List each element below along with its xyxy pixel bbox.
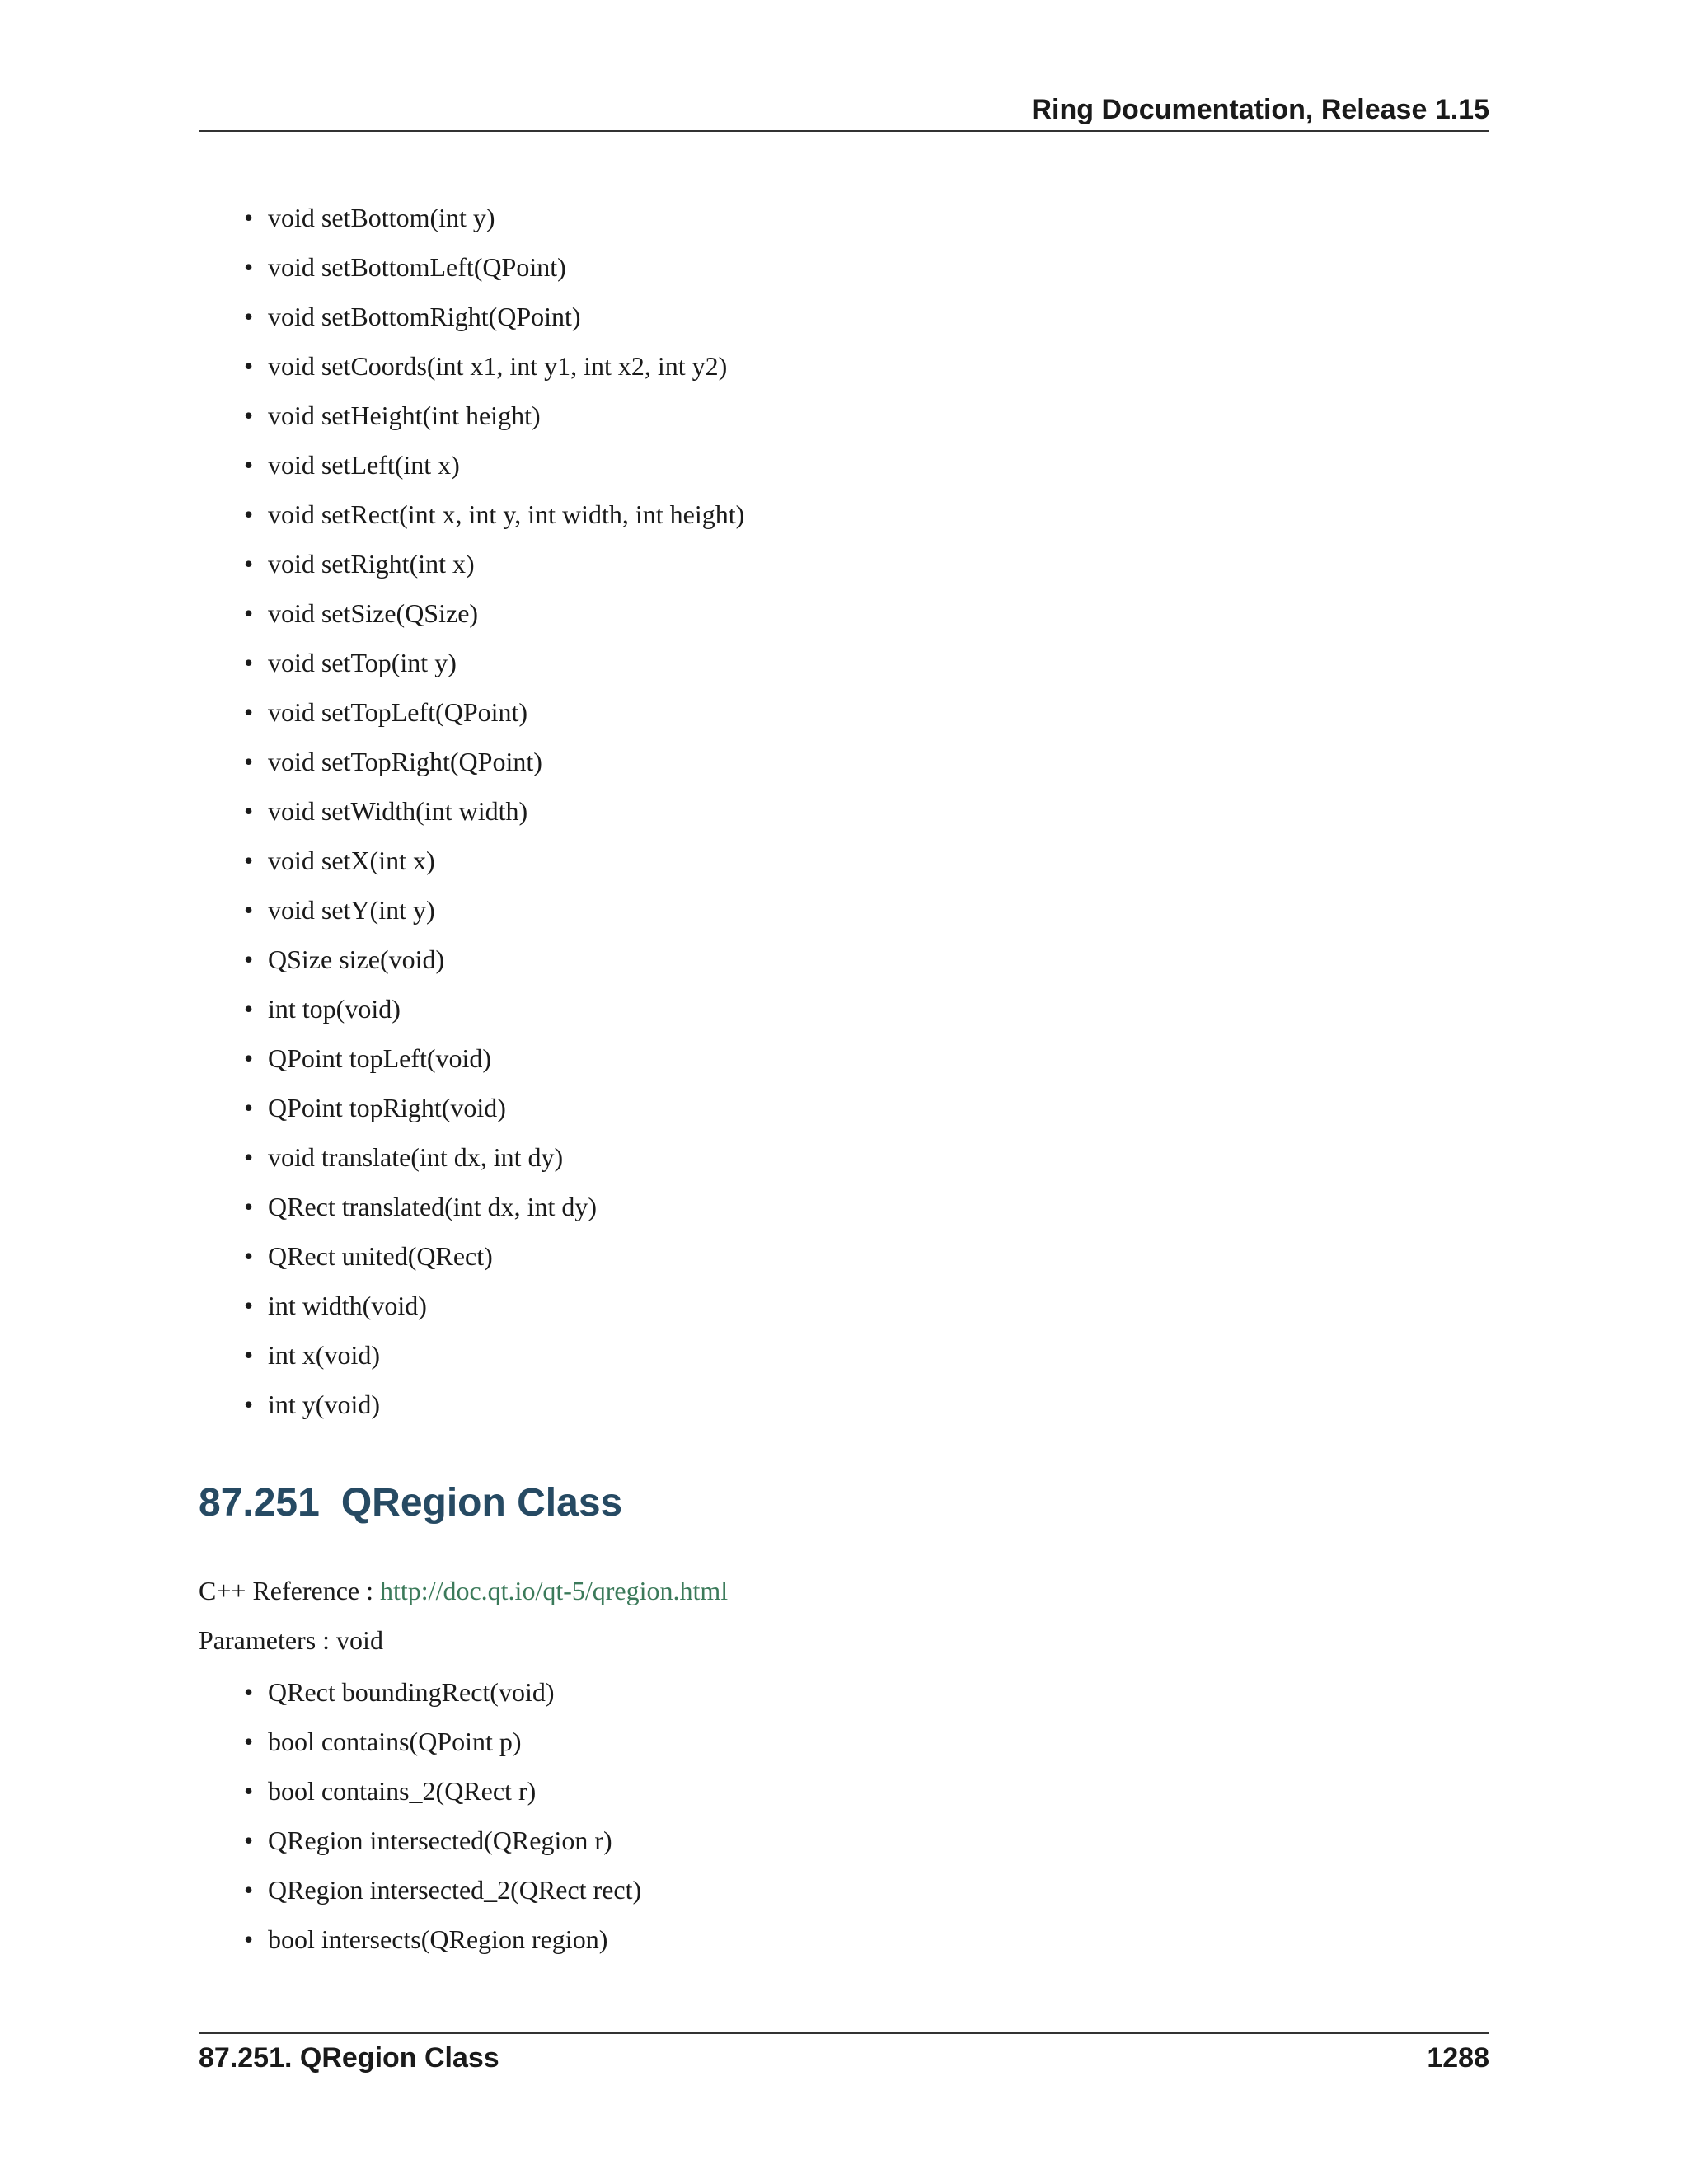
list-item: • int top(void) — [244, 984, 744, 1033]
bullet-icon: • — [244, 1875, 254, 1905]
bullet-icon: • — [244, 499, 254, 529]
bullet-icon: • — [244, 1727, 254, 1756]
bullet-icon: • — [244, 351, 254, 381]
bullet-icon: • — [244, 944, 254, 974]
bullet-icon: • — [244, 203, 254, 232]
bullet-icon: • — [244, 302, 254, 331]
bullet-icon: • — [244, 549, 254, 579]
bullet-icon: • — [244, 1192, 254, 1221]
list-item: • void setSize(QSize) — [244, 588, 744, 638]
bullet-icon: • — [244, 895, 254, 925]
list-item: • void setTop(int y) — [244, 638, 744, 687]
bullet-icon: • — [244, 697, 254, 727]
list-item: • void setCoords(int x1, int y1, int x2, int y2) — [244, 341, 744, 391]
section-number: 87.251 — [199, 1481, 320, 1525]
section-heading — [199, 1480, 622, 1526]
cpp-reference-line — [199, 1576, 728, 1606]
list-item: • QRegion intersected(QRegion r) — [244, 1816, 641, 1865]
list-item: • void setTopRight(QPoint) — [244, 737, 744, 786]
list-item: • void setWidth(int width) — [244, 786, 744, 836]
list-item: • void setBottom(int y) — [244, 193, 744, 242]
bullet-icon: • — [244, 846, 254, 875]
list-item: • QRect translated(int dx, int dy) — [244, 1182, 744, 1231]
list-item: • void translate(int dx, int dy) — [244, 1132, 744, 1182]
bullet-icon: • — [244, 252, 254, 282]
list-item: • bool contains(QPoint p) — [244, 1717, 641, 1766]
reference-link[interactable]: http://doc.qt.io/qt-5/qregion.html — [380, 1576, 729, 1605]
list-item: • void setBottomRight(QPoint) — [244, 292, 744, 341]
parameters-line: Parameters : void — [199, 1625, 383, 1655]
bullet-icon: • — [244, 1043, 254, 1073]
bullet-icon: • — [244, 1291, 254, 1320]
bullet-icon: • — [244, 1825, 254, 1855]
footer-section-label: 87.251. QRegion Class — [199, 2042, 499, 2074]
list-item: • QRect boundingRect(void) — [244, 1667, 641, 1717]
bullet-icon: • — [244, 1142, 254, 1172]
list-item: • QSize size(void) — [244, 935, 744, 984]
list-item: • void setX(int x) — [244, 836, 744, 885]
bullet-icon: • — [244, 747, 254, 776]
list-item: • QRect united(QRect) — [244, 1231, 744, 1281]
list-item: • void setY(int y) — [244, 885, 744, 935]
bullet-icon: • — [244, 1340, 254, 1370]
list-item: • bool contains_2(QRect r) — [244, 1766, 641, 1816]
method-list-qregion — [244, 1667, 641, 1964]
list-item: • void setTopLeft(QPoint) — [244, 687, 744, 737]
section-title: QRegion Class — [340, 1481, 623, 1525]
running-footer — [199, 2032, 1489, 2082]
list-item: • int x(void) — [244, 1330, 744, 1380]
bullet-icon: • — [244, 1241, 254, 1271]
method-list-continued — [244, 193, 744, 1429]
reference-label: C++ Reference : — [199, 1576, 380, 1605]
list-item: • bool intersects(QRegion region) — [244, 1915, 641, 1964]
bullet-icon: • — [244, 1093, 254, 1122]
list-item: • void setLeft(int x) — [244, 440, 744, 490]
list-item: • QRegion intersected_2(QRect rect) — [244, 1865, 641, 1915]
bullet-icon: • — [244, 1677, 254, 1707]
bullet-icon: • — [244, 401, 254, 430]
bullet-icon: • — [244, 598, 254, 628]
bullet-icon: • — [244, 1776, 254, 1806]
bullet-icon: • — [244, 994, 254, 1024]
bullet-icon: • — [244, 648, 254, 677]
running-header — [199, 89, 1489, 132]
bullet-icon: • — [244, 450, 254, 480]
bullet-icon: • — [244, 1924, 254, 1954]
list-item: • QPoint topRight(void) — [244, 1083, 744, 1132]
list-item: • void setRect(int x, int y, int width, int height) — [244, 490, 744, 539]
list-item: • QPoint topLeft(void) — [244, 1033, 744, 1083]
list-item: • void setRight(int x) — [244, 539, 744, 588]
list-item: • void setHeight(int height) — [244, 391, 744, 440]
page-number: 1288 — [1427, 2042, 1489, 2074]
list-item: • void setBottomLeft(QPoint) — [244, 242, 744, 292]
header-title: Ring Documentation, Release 1.15 — [1031, 94, 1489, 125]
bullet-icon: • — [244, 1390, 254, 1419]
list-item: • int width(void) — [244, 1281, 744, 1330]
list-item: • int y(void) — [244, 1380, 744, 1429]
bullet-icon: • — [244, 796, 254, 826]
